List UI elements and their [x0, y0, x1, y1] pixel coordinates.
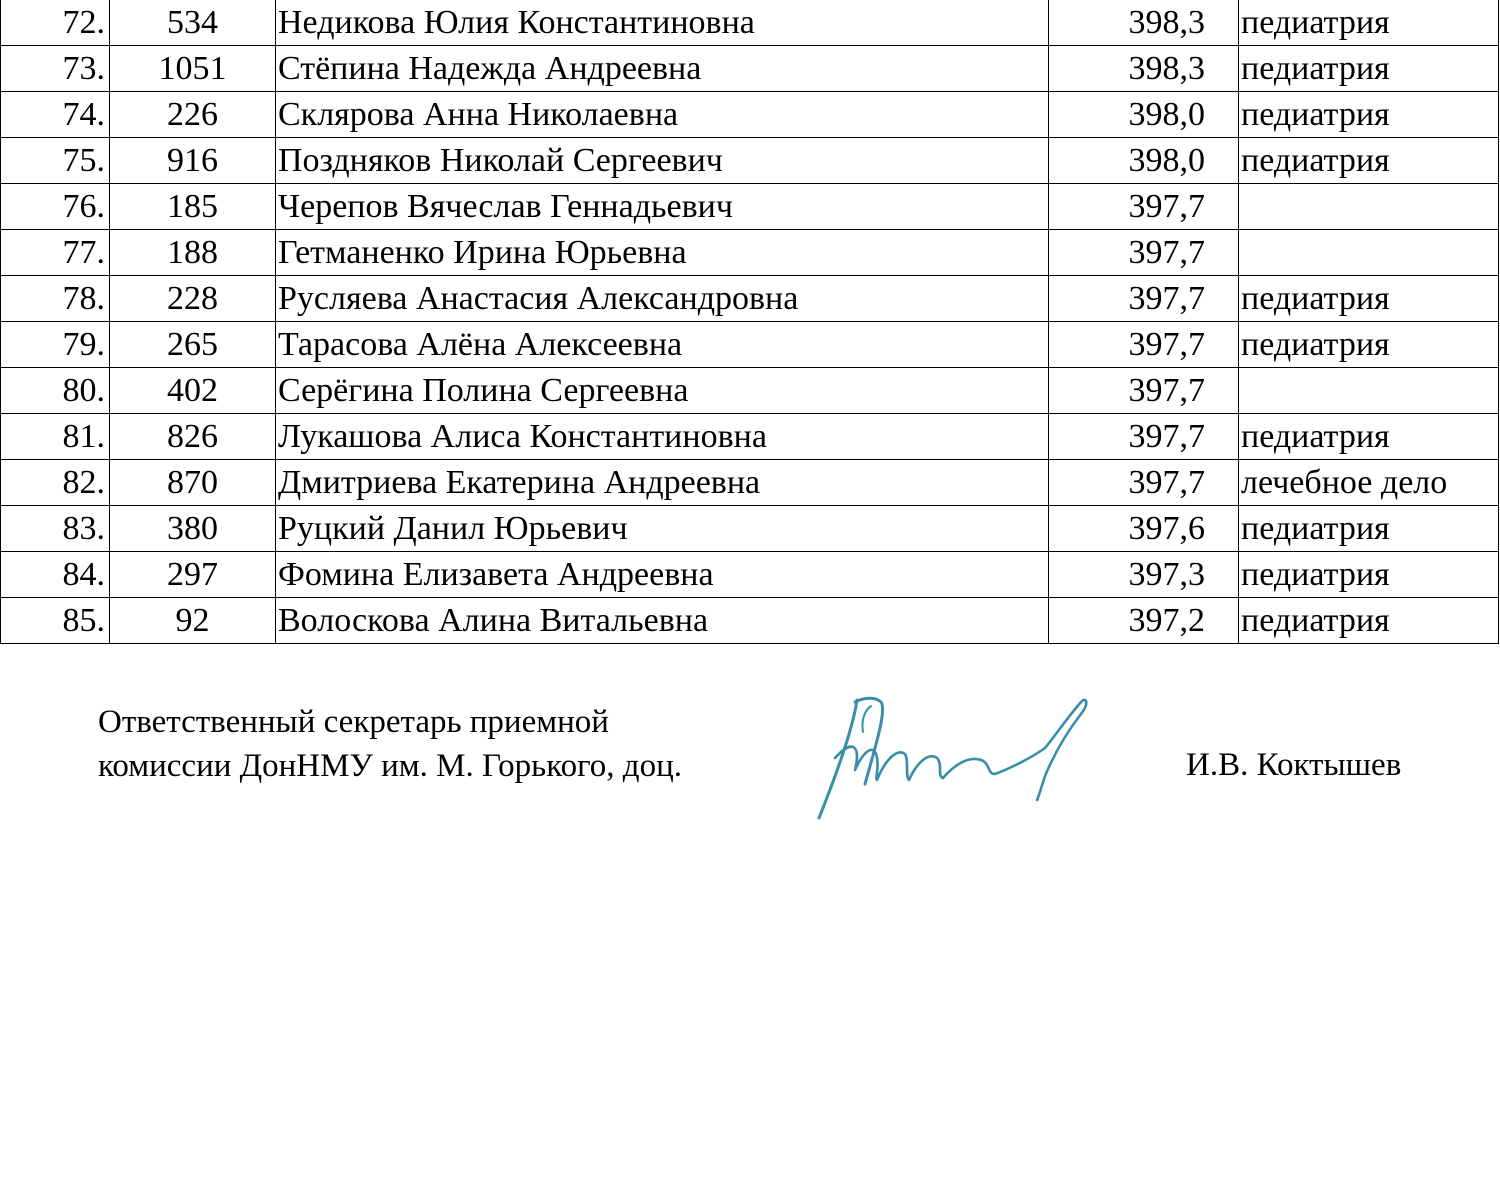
results-table-body: [1, 0, 1499, 644]
specialty-cell: лечебное дело: [1239, 460, 1499, 506]
applicant-name-cell: Гетманенко Ирина Юрьевна: [276, 230, 1049, 276]
applicant-name-cell: Лукашова Алиса Константиновна: [276, 414, 1049, 460]
applicant-id-cell: 92: [110, 598, 276, 644]
row-number-cell: 83.: [1, 506, 110, 552]
specialty-cell: педиатрия: [1239, 322, 1499, 368]
signatory-name: И.В. Коктышев: [1186, 747, 1402, 783]
applicant-name-cell: Стёпина Надежда Андреевна: [276, 46, 1049, 92]
specialty-cell: педиатрия: [1239, 138, 1499, 184]
score-cell: 397,7: [1049, 276, 1239, 322]
applicant-id-cell: 297: [110, 552, 276, 598]
position-line-2: комиссии ДонНМУ им. М. Горького, доц.: [98, 748, 682, 784]
table-row: [1, 230, 1499, 276]
applicant-name-cell: Волоскова Алина Витальевна: [276, 598, 1049, 644]
applicant-id-cell: 185: [110, 184, 276, 230]
score-cell: 398,3: [1049, 46, 1239, 92]
specialty-cell: [1239, 184, 1499, 230]
row-number-cell: 80.: [1, 368, 110, 414]
table-row: [1, 46, 1499, 92]
table-row: [1, 368, 1499, 414]
applicant-name-cell: Поздняков Николай Сергеевич: [276, 138, 1049, 184]
table-row: [1, 138, 1499, 184]
score-cell: 398,3: [1049, 0, 1239, 46]
row-number-cell: 74.: [1, 92, 110, 138]
applicant-name-cell: Дмитриева Екатерина Андреевна: [276, 460, 1049, 506]
row-number-cell: 75.: [1, 138, 110, 184]
applicant-name-cell: Склярова Анна Николаевна: [276, 92, 1049, 138]
applicant-name-cell: Тарасова Алёна Алексеевна: [276, 322, 1049, 368]
applicant-id-cell: 380: [110, 506, 276, 552]
specialty-cell: педиатрия: [1239, 598, 1499, 644]
row-number-cell: 76.: [1, 184, 110, 230]
applicant-id-cell: 402: [110, 368, 276, 414]
specialty-cell: педиатрия: [1239, 414, 1499, 460]
row-number-cell: 78.: [1, 276, 110, 322]
table-row: [1, 0, 1499, 46]
applicant-id-cell: 265: [110, 322, 276, 368]
row-number-cell: 81.: [1, 414, 110, 460]
row-number-cell: 82.: [1, 460, 110, 506]
score-cell: 397,7: [1049, 368, 1239, 414]
applicant-id-cell: 1051: [110, 46, 276, 92]
position-line-1: Ответственный секретарь приемной: [98, 704, 609, 740]
signatory-position: [98, 700, 682, 788]
applicant-id-cell: 826: [110, 414, 276, 460]
table-row: [1, 552, 1499, 598]
score-cell: 397,6: [1049, 506, 1239, 552]
specialty-cell: педиатрия: [1239, 92, 1499, 138]
table-row: [1, 414, 1499, 460]
applicant-name-cell: Фомина Елизавета Андреевна: [276, 552, 1049, 598]
score-cell: 398,0: [1049, 138, 1239, 184]
specialty-cell: [1239, 368, 1499, 414]
table-row: [1, 276, 1499, 322]
applicant-id-cell: 226: [110, 92, 276, 138]
row-number-cell: 77.: [1, 230, 110, 276]
applicant-id-cell: 916: [110, 138, 276, 184]
specialty-cell: педиатрия: [1239, 552, 1499, 598]
handwritten-signature-image: [805, 688, 1105, 828]
applicant-name-cell: Серёгина Полина Сергеевна: [276, 368, 1049, 414]
applicant-id-cell: 188: [110, 230, 276, 276]
signature-strokes: [819, 698, 1086, 818]
score-cell: 397,7: [1049, 414, 1239, 460]
specialty-cell: педиатрия: [1239, 0, 1499, 46]
score-cell: 397,3: [1049, 552, 1239, 598]
row-number-cell: 73.: [1, 46, 110, 92]
score-cell: 397,7: [1049, 460, 1239, 506]
specialty-cell: [1239, 230, 1499, 276]
applicant-name-cell: Черепов Вячеслав Геннадьевич: [276, 184, 1049, 230]
row-number-cell: 79.: [1, 322, 110, 368]
specialty-cell: педиатрия: [1239, 506, 1499, 552]
applicant-name-cell: Руцкий Данил Юрьевич: [276, 506, 1049, 552]
specialty-cell: педиатрия: [1239, 46, 1499, 92]
applicant-id-cell: 228: [110, 276, 276, 322]
row-number-cell: 85.: [1, 598, 110, 644]
applicant-id-cell: 534: [110, 0, 276, 46]
score-cell: 397,2: [1049, 598, 1239, 644]
table-row: [1, 92, 1499, 138]
row-number-cell: 84.: [1, 552, 110, 598]
applicant-name-cell: Недикова Юлия Константиновна: [276, 0, 1049, 46]
score-cell: 397,7: [1049, 184, 1239, 230]
score-cell: 397,7: [1049, 230, 1239, 276]
table-row: [1, 460, 1499, 506]
row-number-cell: 72.: [1, 0, 110, 46]
table-row: [1, 506, 1499, 552]
applicant-id-cell: 870: [110, 460, 276, 506]
applicant-name-cell: Русляева Анастасия Александровна: [276, 276, 1049, 322]
specialty-cell: педиатрия: [1239, 276, 1499, 322]
table-row: [1, 184, 1499, 230]
table-row: [1, 598, 1499, 644]
score-cell: 397,7: [1049, 322, 1239, 368]
score-cell: 398,0: [1049, 92, 1239, 138]
table-row: [1, 322, 1499, 368]
